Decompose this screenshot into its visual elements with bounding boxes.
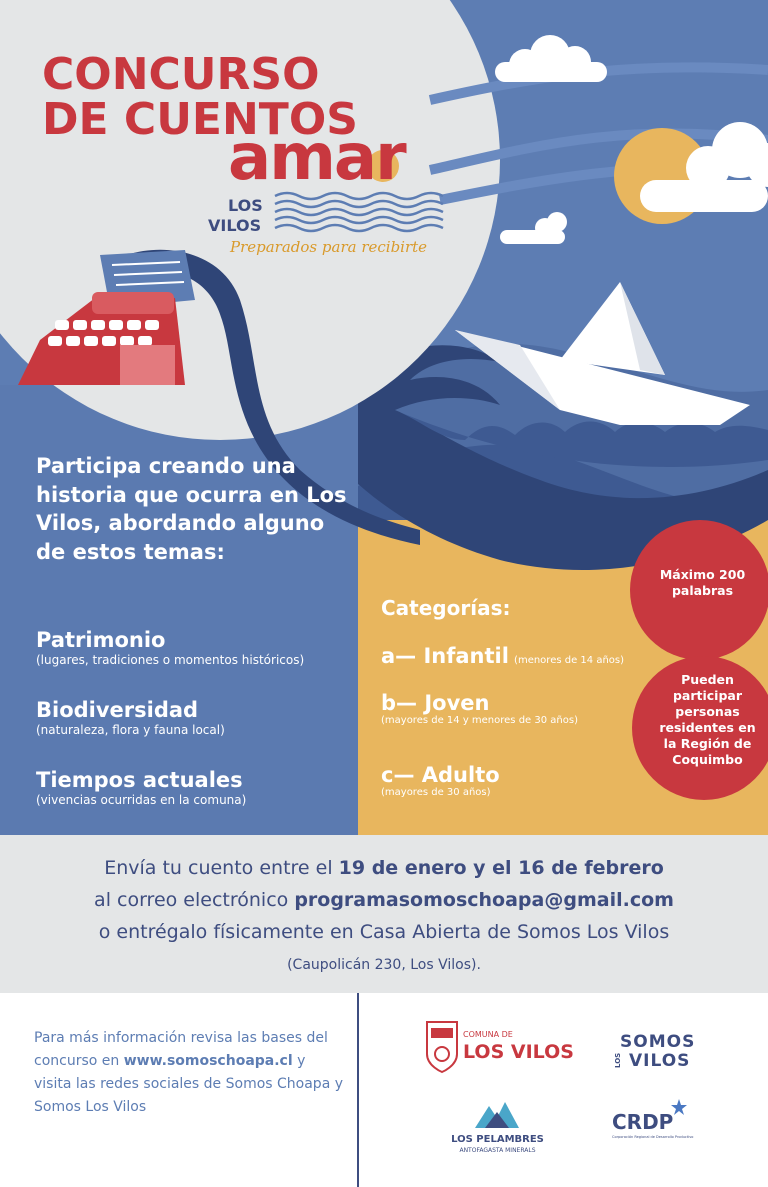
title-line-1: CONCURSO [42, 49, 320, 100]
comuna-big-text: LOS VILOS [463, 1041, 574, 1063]
category-note: (mayores de 30 años) [381, 787, 491, 798]
category-label: b— Joven [381, 691, 490, 715]
bubble-max-text: Máximo 200 palabras [659, 567, 746, 598]
theme-title: Biodiversidad [36, 698, 199, 722]
theme-desc: (naturaleza, flora y fauna local) [36, 723, 225, 737]
category-note: (mayores de 14 y menores de 30 años) [381, 715, 578, 726]
email-link[interactable]: programasomoschoapa@gmail.com [294, 889, 674, 911]
submission-address: (Caupolicán 230, Los Vilos). [287, 957, 481, 973]
crdp-text: CRDP [612, 1110, 674, 1134]
category-label: a— Infantil [381, 644, 509, 668]
theme-desc: (lugares, tradiciones o momentos históricos) [36, 653, 305, 667]
brand-los: LOS [228, 196, 263, 215]
category-joven [381, 691, 578, 726]
somos-los-text: LOS [614, 1052, 622, 1068]
comuna-shield-icon [425, 1020, 459, 1074]
submission-in-person: o entrégalo físicamente en Casa Abierta de Somos Los Vilos [98, 921, 670, 943]
submission-dates [0, 857, 768, 879]
brand-tagline: Preparados para recibirte [230, 238, 428, 256]
categories-title: Categorías: [381, 596, 511, 620]
title-line-2: DE CUENTOS [42, 94, 358, 145]
theme-desc: (vivencias ocurridas en la comuna) [36, 793, 247, 807]
logo-los-pelambres [445, 1098, 550, 1158]
theme-title: Tiempos actuales [36, 768, 243, 792]
bubble-eligibility-text: Pueden participar personas residentes en la Región de Coquimbo [659, 672, 756, 767]
submission-email [0, 889, 768, 911]
logo-comuna-los-vilos [425, 1018, 574, 1076]
category-infantil [381, 644, 624, 668]
intro-text: Participa creando una historia que ocurra en Los Vilos, abordando alguno de estos temas: [36, 454, 347, 564]
theme-biodiversidad [36, 698, 225, 738]
submission-dates-range: 19 de enero y el 16 de febrero [338, 857, 664, 879]
somos-vilos-text: VILOS [629, 1051, 691, 1071]
crdp-small-text: Corporación Regional de Desarrollo Productivo [612, 1135, 694, 1139]
category-note: (menores de 14 años) [514, 655, 625, 666]
somos-text: SOMOS [620, 1032, 696, 1052]
submission-email-prefix: al correo electrónico [94, 889, 295, 911]
submission-info [0, 835, 768, 993]
comuna-small-text: COMUNA DE [463, 1030, 513, 1039]
category-label: c— Adulto [381, 763, 500, 787]
theme-patrimonio [36, 628, 304, 668]
submission-dates-prefix: Envía tu cuento entre el [104, 857, 339, 879]
footer-divider [357, 993, 359, 1187]
footer-more-info [34, 1027, 344, 1119]
footer-text-1: Para más información revisa las bases del concurso en [34, 1030, 328, 1069]
logo-somos-los-vilos [614, 1032, 698, 1076]
theme-title: Patrimonio [36, 628, 166, 652]
footer-text-2: y visita las redes sociales de Somos Choapa y Somos Los Vilos [34, 1053, 344, 1115]
logo-crdp [612, 1098, 698, 1148]
brand-vilos: VILOS [208, 216, 262, 235]
theme-tiempos-actuales [36, 768, 246, 808]
category-adulto [381, 763, 500, 798]
pelambres-big-text: LOS PELAMBRES [451, 1134, 544, 1145]
website-link[interactable]: www.somoschoapa.cl [123, 1053, 293, 1069]
brand-amar: amar [228, 121, 405, 195]
pelambres-small-text: ANTOFAGASTA MINERALS [459, 1147, 536, 1154]
pelambres-mountain-icon [475, 1098, 519, 1130]
